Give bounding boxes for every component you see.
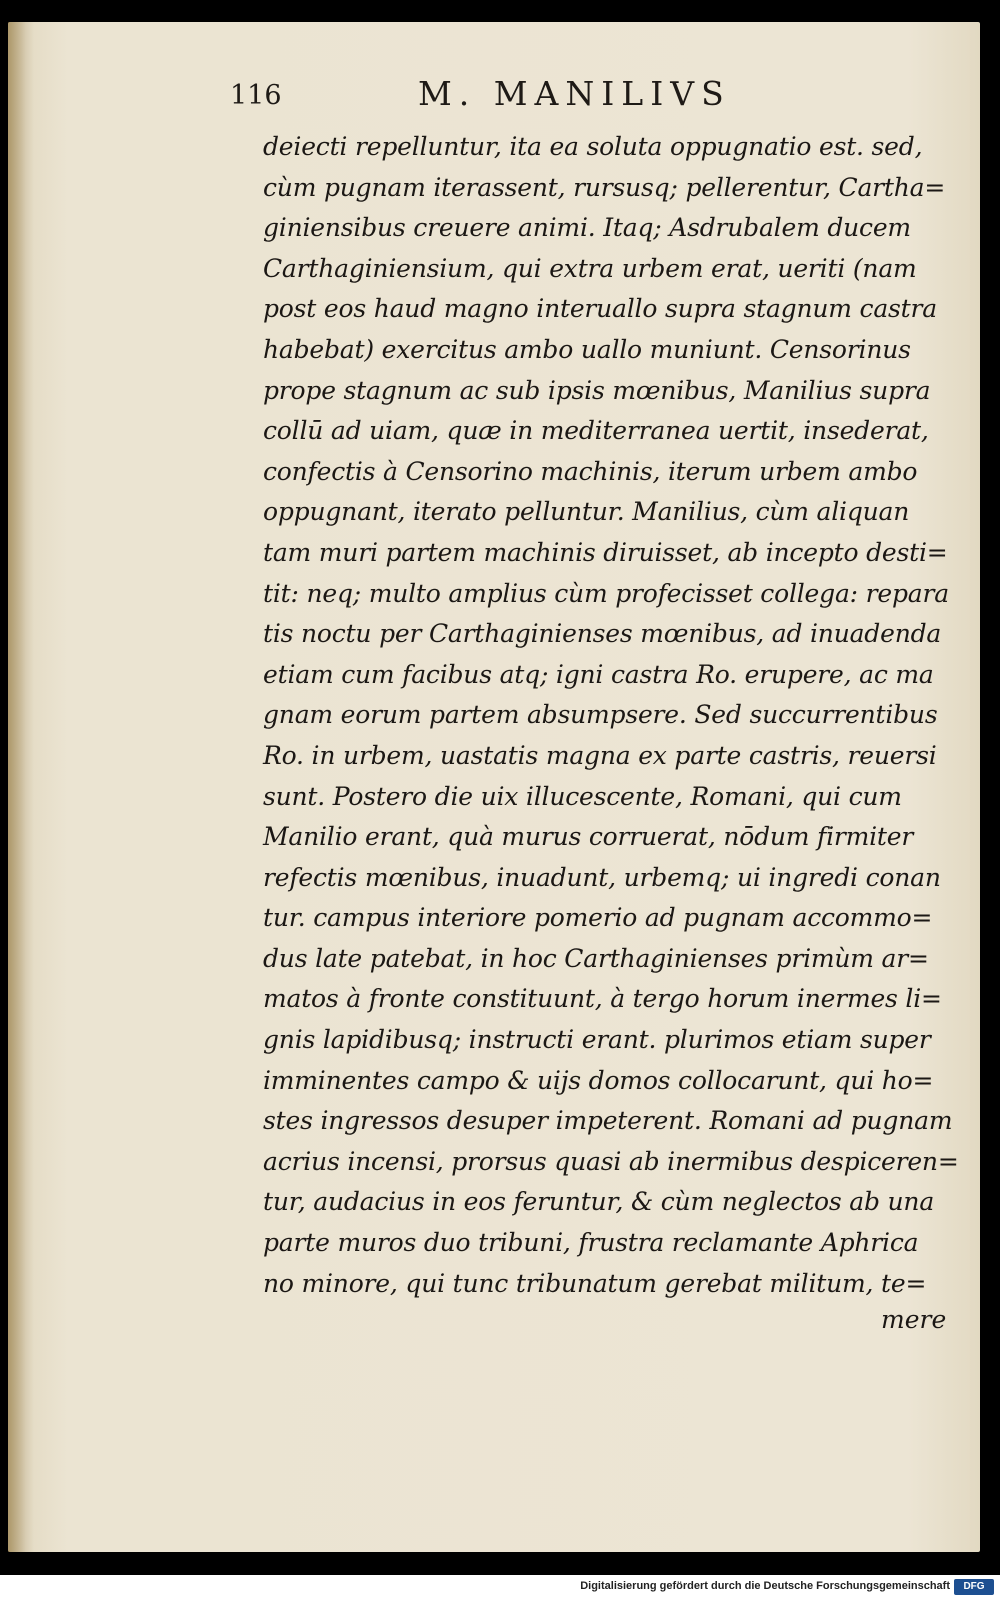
text-line: confectis à Censorino machinis, iterum urbem ambo (263, 456, 918, 486)
book-page (8, 22, 980, 1552)
text-line: Carthaginiensium, qui extra urbem erat, ueriti (nam (263, 253, 917, 283)
text-line: collū ad uiam, quæ in mediterranea uertit, insederat, (263, 416, 929, 446)
footer-credit: Digitalisierung gefördert durch die Deutsche Forschungsgemeinschaft (580, 1580, 950, 1592)
text-line: matos à fronte constituunt, à tergo horum inermes li= (263, 984, 942, 1014)
page-header (8, 74, 980, 124)
catchword: mere (881, 1305, 947, 1334)
running-title: M. MANILIVS (418, 74, 731, 113)
text-line: tit: neq; multo amplius cùm profecisset collega: repara (263, 578, 949, 608)
text-line: cùm pugnam iterassent, rursusq; pellerentur, Cartha= (263, 172, 946, 202)
text-line: Manilio erant, quà murus corruerat, nōdum firmiter (263, 822, 914, 852)
text-line: refectis mœnibus, inuadunt, urbemq; ui ingredi conan (263, 862, 941, 892)
text-line: sunt. Postero die uix illucescente, Romani, qui cum (263, 781, 902, 811)
text-line: parte muros duo tribuni, frustra reclamante Aphrica (263, 1228, 919, 1258)
text-line: acrius incensi, prorsus quasi ab inermibus despiceren= (263, 1146, 959, 1176)
text-line: dus late patebat, in hoc Carthaginienses primùm ar= (263, 943, 929, 973)
dfg-logo-icon: DFG (954, 1579, 994, 1595)
text-line: gnam eorum partem absumpsere. Sed succurrentibus (263, 700, 938, 730)
page-number: 116 (230, 80, 282, 111)
text-line: stes ingressos desuper impeterent. Romani ad pugnam (263, 1106, 953, 1136)
text-line: giniensibus creuere animi. Itaq; Asdrubalem ducem (263, 213, 911, 243)
text-line: imminentes campo & uijs domos collocarunt, qui ho= (263, 1065, 934, 1095)
digitization-footer (0, 1575, 1000, 1600)
text-line: tur. campus interiore pomerio ad pugnam accommo= (263, 903, 933, 933)
text-line: post eos haud magno interuallo supra stagnum castra (263, 294, 937, 324)
text-line: gnis lapidibusq; instructi erant. plurimos etiam super (263, 1025, 931, 1055)
text-line: tur, audacius in eos feruntur, & cùm neglectos ab una (263, 1187, 935, 1217)
text-line: oppugnant, iterato pelluntur. Manilius, cùm aliquan (263, 497, 910, 527)
text-line: Ro. in urbem, uastatis magna ex parte castris, reuersi (263, 740, 937, 770)
text-line: no minore, qui tunc tribunatum gerebat militum, te= (263, 1268, 927, 1298)
text-line: prope stagnum ac sub ipsis mœnibus, Manilius supra (263, 375, 931, 405)
text-block (263, 127, 959, 1304)
text-line: tis noctu per Carthaginienses mœnibus, ad inuadenda (263, 619, 942, 649)
text-line: habebat) exercitus ambo uallo muniunt. Censorinus (263, 334, 911, 364)
text-line: tam muri partem machinis diruisset, ab incepto desti= (263, 537, 948, 567)
text-line: deiecti repelluntur, ita ea soluta oppugnatio est. sed, (263, 132, 923, 161)
text-line: etiam cum facibus atq; igni castra Ro. erupere, ac ma (263, 659, 934, 689)
